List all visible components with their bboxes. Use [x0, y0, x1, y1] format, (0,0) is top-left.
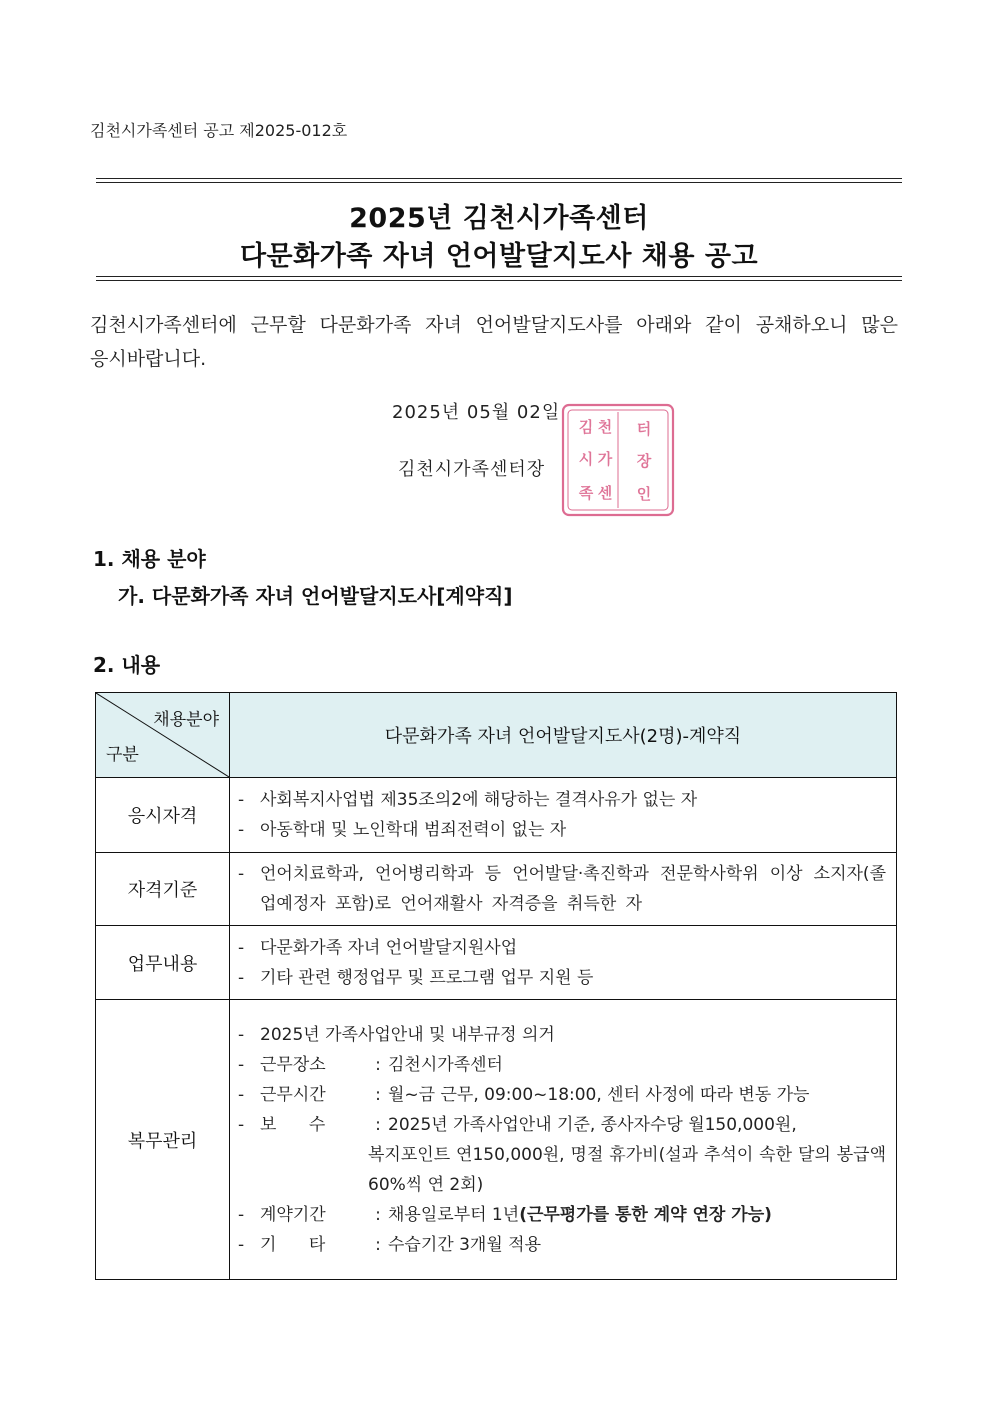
seal-char: 천 — [597, 418, 613, 436]
seal-char: 김 — [578, 418, 594, 436]
title-bottom-rule — [96, 276, 902, 281]
title-line-2: 다문화가족 자녀 언어발달지도사 채용 공고 — [239, 241, 759, 272]
service-basis: 2025년 가족사업안내 및 내부규정 의거 — [260, 1024, 555, 1045]
service-place-value: 김천시가족센터 — [388, 1054, 503, 1075]
title-block — [96, 178, 902, 282]
table-row — [96, 926, 897, 1000]
header-top-label: 채용분야 — [153, 710, 219, 730]
header-title: 다문화가족 자녀 언어발달지도사(2명)-계약직 — [230, 693, 897, 778]
seal-char: 인 — [636, 485, 652, 503]
notice-number: 김천시가족센터 공고 제2025-012호 — [90, 121, 348, 140]
notice-date: 2025년 05월 02일 — [392, 402, 561, 423]
section1-item: 가. 다문화가족 자녀 언어발달지도사[계약직] — [118, 584, 513, 608]
service-etc-key: 기 타 — [260, 1234, 326, 1255]
service-etc-value: 수습기간 3개월 적용 — [388, 1234, 541, 1255]
eligibility-item: 아동학대 및 노인학대 범죄전력이 없는 자 — [260, 820, 567, 840]
issuer: 김천시가족센터장 — [398, 459, 546, 480]
qualification-item: 언어치료학과, 언어병리학과 등 언어발달·촉진학과 전문학사학위 이상 소지자(졸업예정자 포함)로 언어재활사 자격증을 취득한 자 — [260, 864, 886, 914]
seal-char: 터 — [636, 420, 652, 438]
row-label-duties: 업무내용 — [96, 926, 230, 1000]
header-diagonal-cell — [96, 693, 230, 778]
service-contract-value: 채용일로부터 1년 — [388, 1204, 520, 1225]
service-pay-value-2: 복지포인트 연150,000원, 명절 휴가비(설과 추석이 속한 달의 봉급액 60%씩 연 2회) — [368, 1144, 886, 1195]
service-place-key: 근무장소 — [260, 1054, 326, 1075]
row-content-duties: - 다문화가족 자녀 언어발달지원사업 - 기타 관련 행정업무 및 프로그램 업무 지원 등 — [230, 926, 897, 1000]
table-header-row — [96, 693, 897, 778]
table-row — [96, 1000, 897, 1280]
service-hours-value: 월~금 근무, 09:00~18:00, 센터 사정에 따라 변동 가능 — [388, 1084, 810, 1105]
row-label-service: 복무관리 — [96, 1000, 230, 1280]
service-contract-note: (근무평가를 통한 계약 연장 가능) — [519, 1204, 772, 1225]
service-contract-key: 계약기간 — [260, 1204, 326, 1225]
row-label-qualification: 자격기준 — [96, 853, 230, 926]
table-row — [96, 853, 897, 926]
section2-heading: 2. 내용 — [93, 653, 161, 677]
seal-char: 족 — [578, 484, 594, 502]
row-content-eligibility: - 사회복지사업법 제35조의2에 해당하는 결격사유가 없는 자 - 아동학대 및 노인학대 범죄전력이 없는 자 — [230, 778, 897, 853]
service-pay-key: 보 수 — [260, 1114, 326, 1135]
eligibility-item: 사회복지사업법 제35조의2에 해당하는 결격사유가 없는 자 — [260, 790, 698, 810]
section1-heading: 1. 채용 분야 — [93, 547, 206, 571]
service-hours-key: 근무시간 — [260, 1084, 326, 1105]
title-line-1: 2025년 김천시가족센터 — [349, 203, 649, 234]
seal-char: 장 — [636, 452, 652, 470]
row-label-eligibility: 응시자격 — [96, 778, 230, 853]
seal-char: 가 — [597, 450, 613, 468]
service-pay-value-1: 2025년 가족사업안내 기준, 종사자수당 월150,000원, — [388, 1114, 797, 1135]
seal-char: 센 — [597, 484, 613, 502]
row-content-service: - 2025년 가족사업안내 및 내부규정 의거 - 근무장소 : 김천시가족센터 - 근무시간 : 월~금 근무, 09:00~18:00, 센터 사정에 따라 변동 가능 - 보 수 : 2025년 가족사업안내 기준, 종사자수당 월150,000원, 복지포인트 연150,000원, 명절 휴가비(설과 추석이 속한 달의 봉급액 60%씩 연 2회) - 계약기간 : 채용일로부터 1년(근무평가를 통한 계약 연장 가능) - 기 타 : 수습기간 3개월 적용 — [230, 1000, 897, 1280]
title-top-rule — [96, 178, 902, 183]
duties-item: 기타 관련 행정업무 및 프로그램 업무 지원 등 — [260, 967, 594, 988]
intro-paragraph: 김천시가족센터에 근무할 다문화가족 자녀 언어발달지도사를 아래와 같이 공채하오니 많은 응시바랍니다. — [90, 314, 898, 370]
row-content-qualification: - 언어치료학과, 언어병리학과 등 언어발달·촉진학과 전문학사학위 이상 소지자(졸업예정자 포함)로 언어재활사 자격증을 취득한 자 — [230, 853, 897, 926]
header-bottom-label: 구분 — [106, 745, 139, 765]
official-seal-icon — [560, 402, 676, 518]
duties-item: 다문화가족 자녀 언어발달지원사업 — [260, 937, 518, 958]
seal-char: 시 — [578, 450, 594, 468]
recruitment-table — [95, 692, 897, 1280]
table-row — [96, 778, 897, 853]
